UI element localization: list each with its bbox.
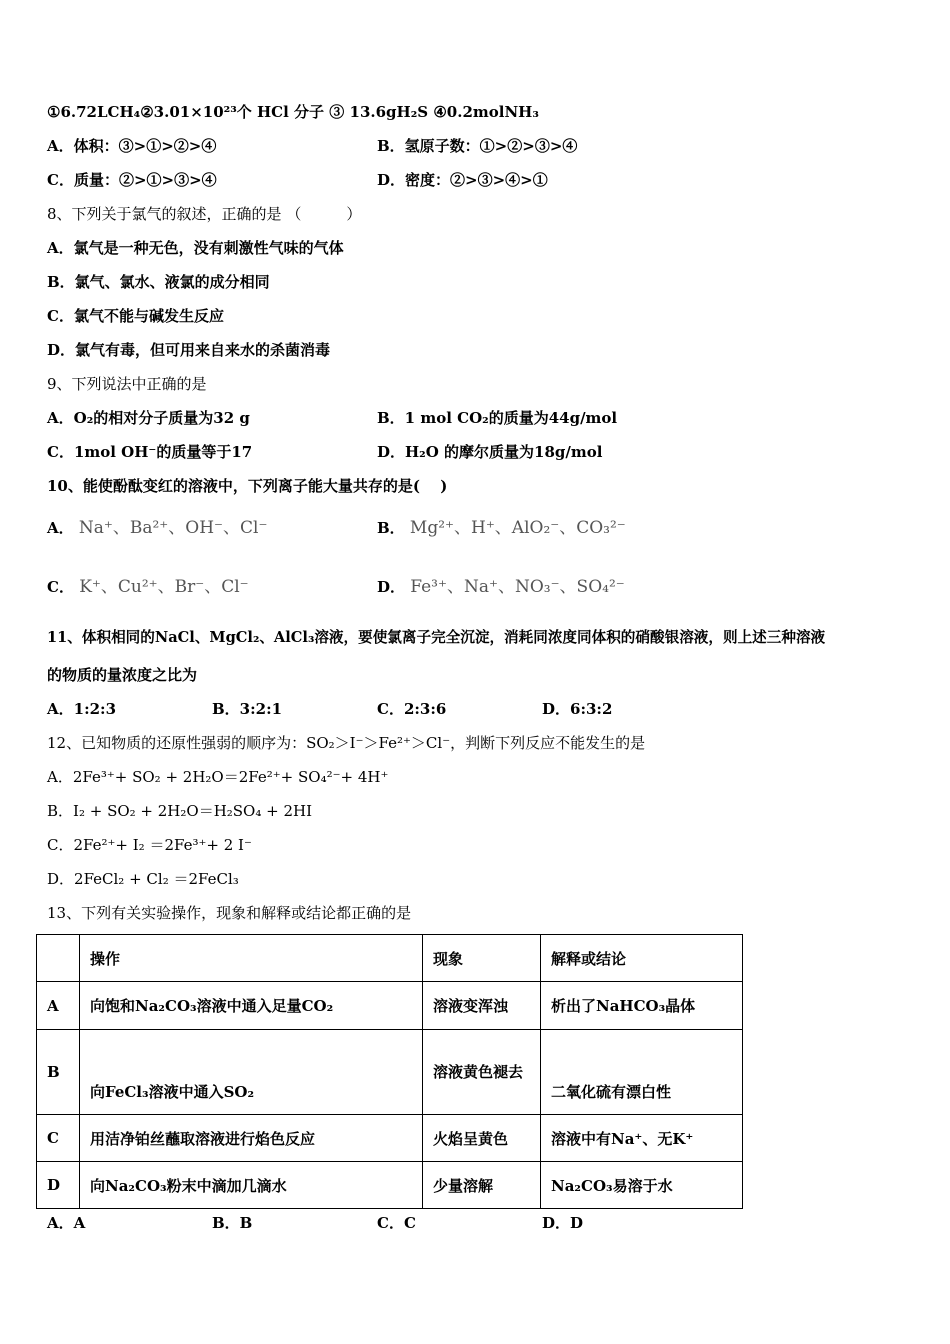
q12-option-a: A．2Fe³⁺+ SO₂ + 2H₂O＝2Fe²⁺+ SO₄²⁻+ 4H⁺ xyxy=(47,768,389,786)
q13-option-a: A．A xyxy=(47,1214,86,1232)
q11-option-d: D．6:3:2 xyxy=(542,700,613,718)
table-cell: C xyxy=(37,1115,80,1162)
table-row xyxy=(37,982,743,1030)
table-cell: 溶液中有Na⁺、无K⁺ xyxy=(541,1115,743,1162)
table-cell: 析出了NaHCO₃晶体 xyxy=(541,982,743,1030)
q13-stem: 13、下列有关实验操作，现象和解释或结论都正确的是 xyxy=(47,904,412,922)
q7-stem xyxy=(47,102,539,122)
table-cell: 向饱和Na₂CO₃溶液中通入足量CO₂ xyxy=(80,982,423,1030)
q10-option-b xyxy=(377,518,626,538)
q13-option-d: D．D xyxy=(542,1214,584,1232)
q13-table xyxy=(36,934,743,1209)
q8-option-d: D．氯气有毒，但可用来自来水的杀菌消毒 xyxy=(47,341,331,359)
q9-stem: 9、下列说法中正确的是 xyxy=(47,375,207,393)
q12-option-d: D．2FeCl₂ + Cl₂ ＝2FeCl₃ xyxy=(47,870,239,888)
table-cell: 溶液黄色褪去 xyxy=(423,1030,541,1115)
q10-c-label: C． xyxy=(47,578,74,596)
table-cell: Na₂CO₃易溶于水 xyxy=(541,1162,743,1209)
q7-item-2: ②3.01×10²³个 HCl 分子 xyxy=(140,103,325,121)
q11-stem-line1: 11、体积相同的NaCl、MgCl₂、AlCl₃溶液，要使氯离子完全沉淀，消耗同浓度同体积的硝酸银溶液，则上述三种溶液 xyxy=(47,629,826,646)
table-cell: B xyxy=(37,1030,80,1115)
table-cell: 向Na₂CO₃粉末中滴加几滴水 xyxy=(80,1162,423,1209)
table-cell: D xyxy=(37,1162,80,1209)
table-cell: 二氧化硫有漂白性 xyxy=(541,1030,743,1115)
q7-option-a: A．体积：③>①>②>④ xyxy=(47,137,217,155)
q11-option-c: C．2:3:6 xyxy=(377,700,447,718)
q12-option-c: C．2Fe²⁺+ I₂ ＝2Fe³⁺+ 2 I⁻ xyxy=(47,836,252,854)
q9-option-b: B．1 mol CO₂的质量为44g/mol xyxy=(377,409,618,427)
q7-option-b: B．氢原子数：①>②>③>④ xyxy=(377,137,578,155)
table-cell: 向FeCl₃溶液中通入SO₂ xyxy=(80,1030,423,1115)
q10-b-ions: Mg²⁺、H⁺、AlO₂⁻、CO₃²⁻ xyxy=(409,518,626,538)
table-cell: 溶液变浑浊 xyxy=(423,982,541,1030)
q8-option-c: C．氯气不能与碱发生反应 xyxy=(47,307,224,325)
q7-item-3: ③ 13.6gH₂S xyxy=(329,103,429,121)
table-header-cell: 现象 xyxy=(423,935,541,982)
q10-d-ions: Fe³⁺、Na⁺、NO₃⁻、SO₄²⁻ xyxy=(410,577,625,597)
q13-option-b: B．B xyxy=(212,1214,253,1232)
table-header-cell xyxy=(37,935,80,982)
q9-option-d: D．H₂O 的摩尔质量为18g/mol xyxy=(377,443,603,461)
q10-b-label: B． xyxy=(377,519,405,537)
q10-a-label: A． xyxy=(47,519,74,537)
q11-stem-line2: 的物质的量浓度之比为 xyxy=(47,666,198,684)
table-row xyxy=(37,1030,743,1115)
table-cell: 用洁净铂丝蘸取溶液进行焰色反应 xyxy=(80,1115,423,1162)
q7-item-4: ④0.2molNH₃ xyxy=(433,103,539,121)
table-cell: 少量溶解 xyxy=(423,1162,541,1209)
q11-option-a: A．1:2:3 xyxy=(47,700,117,718)
table-cell: 火焰呈黄色 xyxy=(423,1115,541,1162)
q7-option-c: C．质量：②>①>③>④ xyxy=(47,171,217,189)
q10-stem: 10、能使酚酞变红的溶液中，下列离子能大量共存的是( ) xyxy=(47,477,448,495)
table-cell: A xyxy=(37,982,80,1030)
q10-a-ions: Na⁺、Ba²⁺、OH⁻、Cl⁻ xyxy=(78,518,268,538)
table-header-row xyxy=(37,935,743,982)
table-header-cell: 操作 xyxy=(80,935,423,982)
table-row xyxy=(37,1162,743,1209)
q10-d-label: D． xyxy=(377,578,406,596)
q10-option-c xyxy=(47,577,249,597)
q10-option-a xyxy=(47,518,267,538)
q8-stem: 8、下列关于氯气的叙述，正确的是 （ ） xyxy=(47,205,362,223)
table-header-cell: 解释或结论 xyxy=(541,935,743,982)
q11-option-b: B．3:2:1 xyxy=(212,700,283,718)
q12-stem: 12、已知物质的还原性强弱的顺序为：SO₂＞I⁻＞Fe²⁺＞Cl⁻，判断下列反应不能发生的是 xyxy=(47,734,646,752)
table-row xyxy=(37,1115,743,1162)
q10-c-ions: K⁺、Cu²⁺、Br⁻、Cl⁻ xyxy=(79,577,249,597)
q13-option-c: C．C xyxy=(377,1214,416,1232)
q12-option-b: B．I₂ + SO₂ + 2H₂O＝H₂SO₄ + 2HI xyxy=(47,802,313,820)
q9-option-a: A．O₂的相对分子质量为32 g xyxy=(47,409,250,427)
q7-option-d: D．密度：②>③>④>① xyxy=(377,171,548,189)
q10-option-d xyxy=(377,577,625,597)
q8-option-a: A．氯气是一种无色，没有刺激性气味的气体 xyxy=(47,239,344,257)
q7-item-1: ①6.72LCH₄ xyxy=(47,103,141,121)
q9-option-c: C．1mol OH⁻的质量等于17 xyxy=(47,443,253,461)
q8-option-b: B．氯气、氯水、液氯的成分相同 xyxy=(47,273,270,291)
